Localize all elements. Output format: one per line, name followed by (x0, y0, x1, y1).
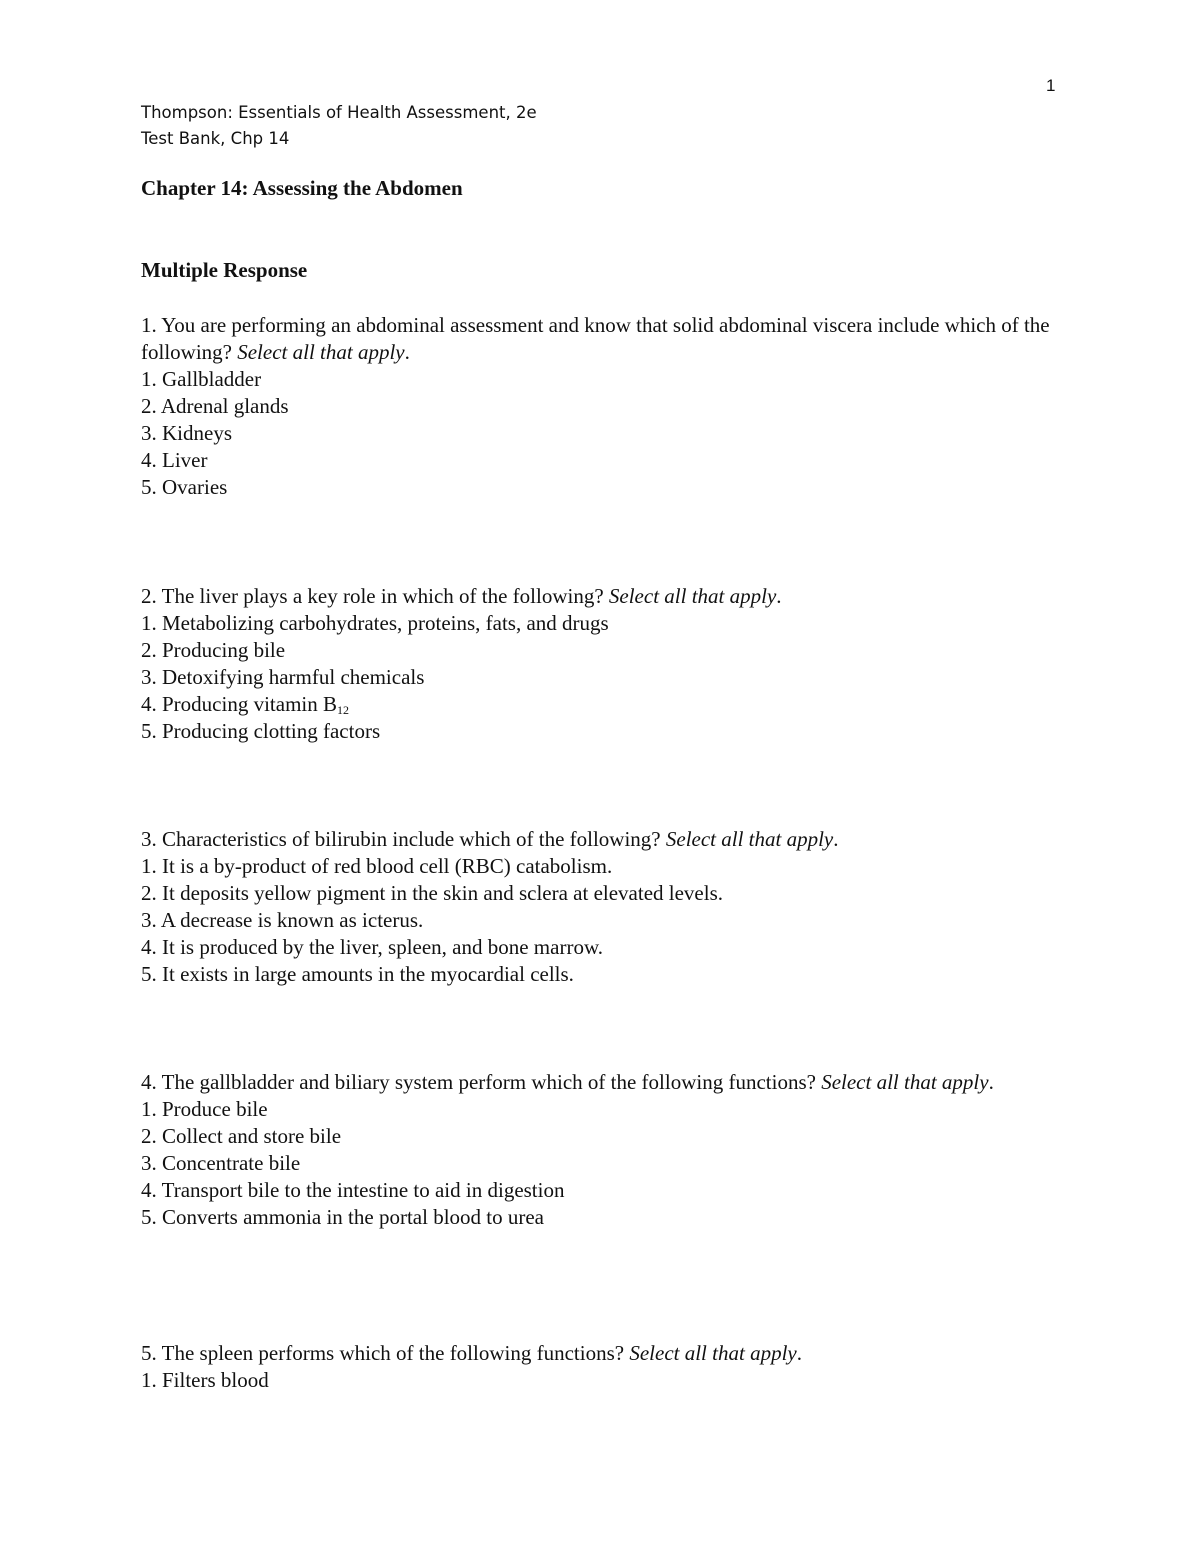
answer-option: 4. Liver (141, 448, 208, 472)
answer-option: 3. A decrease is known as icterus. (141, 908, 424, 932)
section-title: Multiple Response (141, 258, 308, 282)
answer-option: 5. Ovaries (141, 475, 228, 499)
header-book-title: Thompson: Essentials of Health Assessment, 2e (141, 103, 537, 122)
answer-option: 4. Transport bile to the intestine to aid in digestion (141, 1178, 565, 1202)
answer-option: 2. Collect and store bile (141, 1124, 342, 1148)
answer-option: 2. Adrenal glands (141, 394, 289, 418)
question-4 (141, 1069, 1061, 1231)
question-stem: 3. Characteristics of bilirubin include which of the following? Select all that apply. (141, 827, 839, 851)
answer-option: 1. It is a by-product of red blood cell (RBC) catabolism. (141, 854, 613, 878)
subscript: 12 (337, 703, 349, 717)
question-stem: 2. The liver plays a key role in which of the following? Select all that apply. (141, 584, 782, 608)
select-all-instruction: Select all that apply (608, 584, 777, 608)
answer-option: 4. It is produced by the liver, spleen, and bone marrow. (141, 935, 603, 959)
select-all-instruction: Select all that apply (821, 1070, 989, 1094)
document-header (141, 100, 537, 152)
question-stem: 5. The spleen performs which of the following functions? Select all that apply. (141, 1341, 802, 1365)
answer-option: 1. Produce bile (141, 1097, 268, 1121)
select-all-instruction: Select all that apply (665, 827, 834, 851)
select-all-instruction: Select all that apply (629, 1341, 797, 1365)
answer-option: 1. Gallbladder (141, 367, 262, 391)
answer-option: 2. Producing bile (141, 638, 286, 662)
select-all-instruction: Select all that apply (237, 340, 405, 364)
question-2 (141, 583, 1061, 745)
answer-option: 2. It deposits yellow pigment in the skin and sclera at elevated levels. (141, 881, 724, 905)
answer-options (141, 1367, 1061, 1394)
page-number: 1 (1046, 76, 1056, 95)
answer-option: 4. Producing vitamin $B_{12}$ (141, 692, 349, 717)
answer-option: 5. Converts ammonia in the portal blood to urea (141, 1205, 544, 1229)
question-5 (141, 1340, 1061, 1394)
answer-option: 3. Concentrate bile (141, 1151, 301, 1175)
answer-options (141, 1096, 1061, 1231)
answer-options (141, 366, 1061, 501)
question-stem: 1. You are performing an abdominal assessment and know that solid abdominal viscera include which of the following? Select all that apply. (141, 313, 1050, 364)
header-test-bank: Test Bank, Chp 14 (141, 129, 290, 148)
answer-option: 1. Metabolizing carbohydrates, proteins, fats, and drugs (141, 611, 609, 635)
answer-option: 3. Detoxifying harmful chemicals (141, 665, 425, 689)
answer-option: 3. Kidneys (141, 421, 232, 445)
answer-options (141, 853, 1061, 988)
answer-option: 5. Producing clotting factors (141, 719, 381, 743)
question-1 (141, 312, 1061, 501)
chapter-title: Chapter 14: Assessing the Abdomen (141, 176, 463, 200)
question-stem: 4. The gallbladder and biliary system perform which of the following functions? Select all that apply. (141, 1070, 994, 1094)
answer-option: 1. Filters blood (141, 1368, 269, 1392)
answer-option: 5. It exists in large amounts in the myocardial cells. (141, 962, 574, 986)
answer-options (141, 610, 1061, 745)
question-3 (141, 826, 1061, 988)
